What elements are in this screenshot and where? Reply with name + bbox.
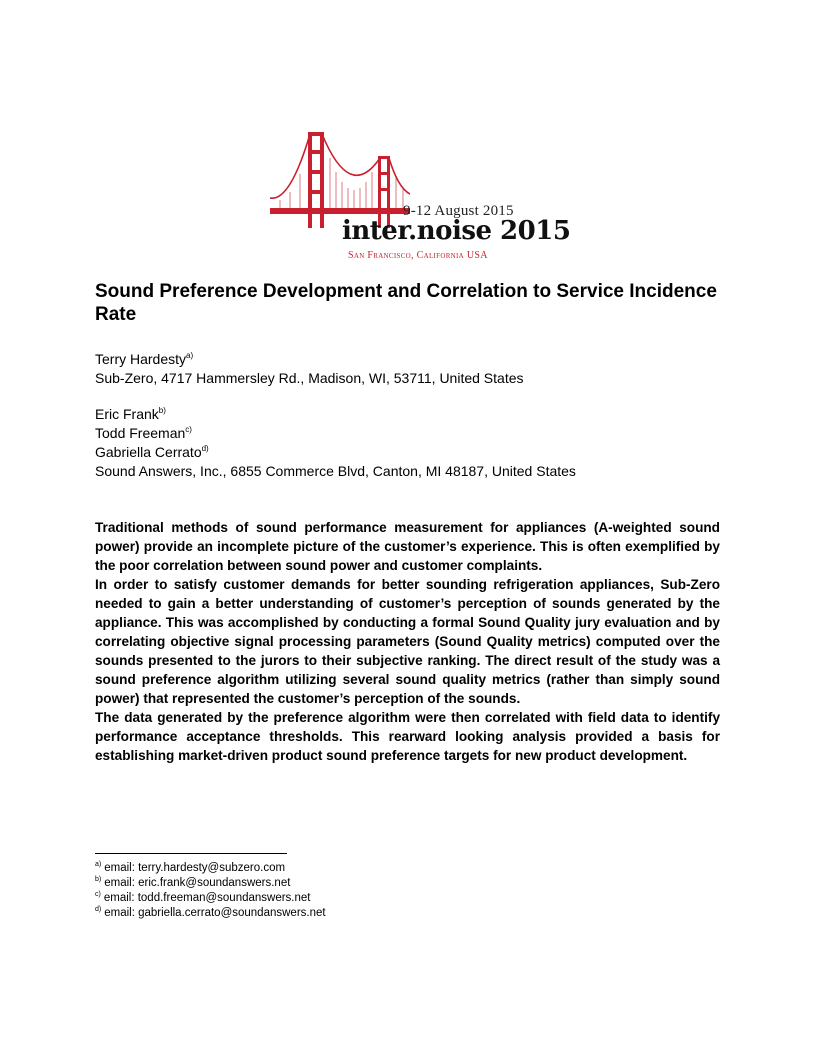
- conference-logo: [270, 128, 571, 266]
- author-block-subzero: [95, 350, 524, 388]
- footnote-email: email: terry.hardesty@subzero.com: [104, 862, 286, 874]
- footnote: [95, 876, 326, 891]
- author-footnote-mark: d): [201, 444, 209, 453]
- author-line: [95, 350, 524, 369]
- author-footnote-mark: b): [158, 406, 166, 415]
- author-footnote-mark: a): [186, 351, 194, 360]
- author-block-sound-answers: [95, 405, 576, 481]
- conference-name: inter.noise 2015: [342, 216, 571, 246]
- author-line: [95, 424, 576, 443]
- abstract-paragraph: The data generated by the preference algorithm were then correlated with field data to identify performance acceptance thresholds. This rearward looking analysis provided a basis for establishing market-driven product sound preference targets for new product development.: [95, 710, 720, 763]
- footnote-mark: a): [95, 861, 102, 868]
- footnote: [95, 906, 326, 921]
- footnote-mark: c): [95, 891, 101, 898]
- author-footnote-mark: c): [185, 425, 192, 434]
- author-name: Eric Frank: [95, 406, 159, 422]
- paper-title: Sound Preference Development and Correlation to Service Incidence Rate: [95, 281, 717, 325]
- affiliation: Sub-Zero, 4717 Hammersley Rd., Madison, WI, 53711, United States: [95, 370, 524, 386]
- author-name: Gabriella Cerrato: [95, 444, 202, 460]
- footnote-divider: [95, 853, 287, 854]
- footnote-email: email: todd.freeman@soundanswers.net: [103, 892, 311, 904]
- author-line: [95, 405, 576, 424]
- footnote-email: email: eric.frank@soundanswers.net: [104, 877, 291, 889]
- footnote-email: email: gabriella.cerrato@soundanswers.net: [104, 907, 326, 919]
- abstract-paragraph: In order to satisfy customer demands for better sounding refrigeration appliances, Sub-Zero needed to gain a better understanding of customer’s perception of sounds generated by the appliance. This was accomplished by conducting a formal Sound Quality jury evaluation and by correlating objective signal processing parameters (Sound Quality metrics) computed over the sounds presented to the jurors to their subjective ranking. The direct result of the study was a sound preference algorithm utilizing several sound quality metrics (rather than simply sound power) that represented the customer’s perception of the sounds.: [95, 577, 720, 706]
- affiliation: Sound Answers, Inc., 6855 Commerce Blvd, Canton, MI 48187, United States: [95, 463, 576, 479]
- author-name: Terry Hardesty: [95, 351, 187, 367]
- author-name: Todd Freeman: [95, 425, 186, 441]
- footnotes: [95, 861, 326, 921]
- footnote-mark: b): [95, 876, 102, 883]
- conference-date: 9-12 August 2015: [403, 203, 514, 219]
- footnote: [95, 891, 326, 906]
- conference-location: San Francisco, California USA: [348, 250, 488, 261]
- footnote-mark: d): [95, 906, 102, 913]
- footnote: [95, 861, 326, 876]
- abstract-paragraph: Traditional methods of sound performance measurement for appliances (A-weighted sound power) provide an incomplete picture of the customer’s experience. This is often exemplified by the poor correlation between sound power and customer complaints.: [95, 520, 720, 573]
- author-line: [95, 443, 576, 462]
- golden-gate-bridge-icon: [270, 128, 410, 228]
- abstract: [95, 518, 720, 765]
